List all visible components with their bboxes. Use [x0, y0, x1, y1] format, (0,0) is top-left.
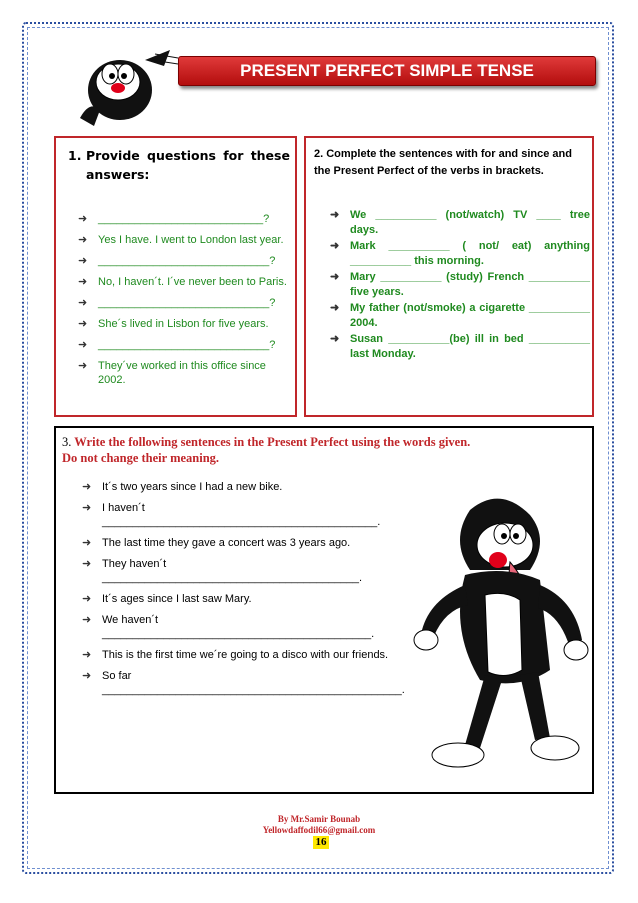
arrow-icon: ➜	[330, 333, 340, 345]
arrow-icon: ➜	[82, 537, 92, 549]
list-item: ➜ I haven´t _____________________________________________.	[82, 502, 381, 528]
arrow-icon: ➜	[82, 502, 92, 514]
arrow-icon: ➜	[82, 614, 92, 626]
arrow-icon: ➜	[78, 339, 88, 351]
section-3-heading	[62, 434, 470, 466]
section-2-heading: 2. Complete the sentences with for and since and the Present Perfect of the verbs in brackets.	[314, 148, 572, 177]
list-item: ➜ So far _________________________________________________.	[82, 670, 405, 696]
arrow-icon: ➜	[78, 234, 88, 246]
arrow-icon: ➜	[78, 276, 88, 288]
cartoon-cat-top-image	[60, 30, 180, 130]
section-1-box	[54, 136, 297, 417]
list-item: ➜ She´s lived in Lisbon for five years.	[78, 318, 269, 330]
section-1-list	[76, 212, 296, 386]
section-3-list	[80, 480, 420, 704]
arrow-icon: ➜	[82, 649, 92, 661]
heading-word: Provide	[86, 148, 140, 163]
arrow-icon: ➜	[82, 593, 92, 605]
heading-word: these	[250, 148, 290, 163]
list-item: ➜ We __________ (not/watch) TV ____ tree days.	[330, 209, 590, 236]
page-number: 16	[313, 836, 329, 849]
list-item: ➜ ____________________________?	[78, 297, 276, 309]
list-item: ➜ ____________________________?	[78, 339, 276, 351]
arrow-icon: ➜	[78, 255, 88, 267]
heading-line-1: Write the following sentences in the Present Perfect using the words given.	[74, 435, 471, 449]
list-item: ➜ It´s two years since I had a new bike.	[82, 481, 283, 493]
footer-author: By Mr.Samir Bounab	[277, 814, 361, 824]
list-item: ➜ They haven´t __________________________________________.	[82, 558, 362, 584]
heading-word: for	[223, 148, 244, 163]
list-item: ➜ We haven´t ____________________________________________.	[82, 614, 375, 640]
list-item: ➜ They´ve worked in this office since 2002.	[78, 360, 266, 386]
list-item: ➜ Susan __________(be) ill in bed __________ last Monday.	[330, 333, 590, 360]
list-item: ➜ This is the first time we´re going to a disco with our friends.	[82, 649, 389, 661]
heading-line-2: answers:	[86, 167, 150, 182]
footer-email: Yellowdaffodil66@gmail.com	[262, 825, 376, 835]
section-1-number: 1.	[68, 148, 82, 163]
cartoon-cat-bottom-image	[410, 490, 595, 790]
section-3-number: 3.	[62, 435, 72, 449]
heading-line-2: Do not change their meaning.	[62, 451, 220, 465]
list-item: ➜ Mary __________ (study) French __________ five years.	[330, 271, 590, 298]
arrow-icon: ➜	[82, 670, 92, 682]
arrow-icon: ➜	[330, 240, 340, 252]
section-2-box	[304, 136, 594, 417]
arrow-icon: ➜	[78, 213, 88, 225]
list-item: ➜ My father (not/smoke) a cigarette __________ 2004.	[330, 302, 590, 329]
list-item: ➜ No, I haven´t. I´ve never been to Paris.	[78, 276, 287, 288]
heading-word: questions	[147, 148, 216, 163]
arrow-icon: ➜	[82, 481, 92, 493]
arrow-icon: ➜	[330, 271, 340, 283]
section-1-heading	[68, 146, 290, 184]
list-item: ➜ ___________________________?	[78, 213, 270, 225]
arrow-icon: ➜	[330, 209, 340, 221]
list-item: ➜ Mark __________ ( not/ eat) anything __________ this morning.	[330, 240, 590, 267]
arrow-icon: ➜	[78, 360, 88, 372]
list-item: ➜ It´s ages since I last saw Mary.	[82, 593, 252, 605]
arrow-icon: ➜	[78, 318, 88, 330]
arrow-icon: ➜	[330, 302, 340, 314]
arrow-icon: ➜	[82, 558, 92, 570]
list-item: ➜ The last time they gave a concert was 3 years ago.	[82, 537, 351, 549]
list-item: ➜ Yes I have. I went to London last year.	[78, 234, 284, 246]
section-2-list	[328, 208, 590, 363]
arrow-icon: ➜	[78, 297, 88, 309]
list-item: ➜ ____________________________?	[78, 255, 276, 267]
page-title: PRESENT PERFECT SIMPLE TENSE	[178, 56, 596, 86]
